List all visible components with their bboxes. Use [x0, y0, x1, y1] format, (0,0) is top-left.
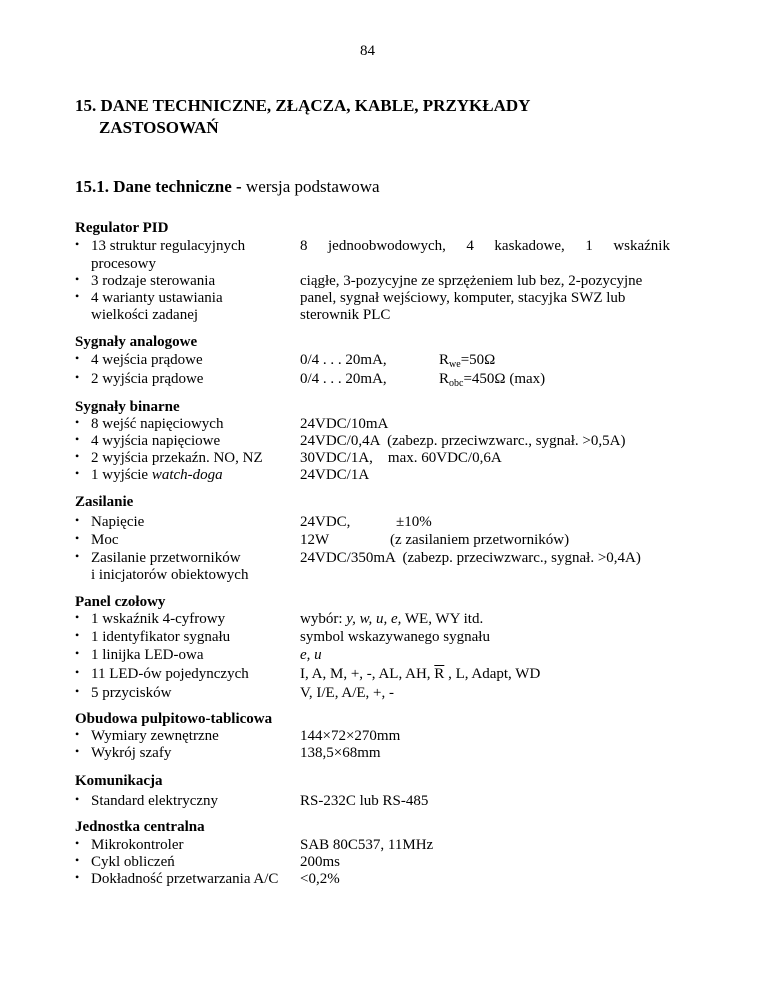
binary-value-3: 30VDC/1A, max. 60VDC/0,6A	[300, 450, 502, 466]
analog-heading: Sygnały analogowe	[75, 334, 198, 350]
panel-value-3: e, u	[300, 647, 322, 663]
analog-resistance-load: $R_{obc}=450\Omega$ (max)	[439, 371, 546, 389]
panel-value-2: symbol wskazywanego sygnału	[300, 629, 490, 645]
page-number: 84	[360, 43, 375, 59]
panel-value-5: V, I/E, A/E, +, -	[300, 685, 395, 701]
analog-value-1: 0/4 . . . 20mA,	[300, 352, 387, 368]
power-value-2: 12W	[300, 532, 330, 548]
power-value-2-note: (z zasilaniem przetworników)	[390, 532, 570, 548]
cpu-heading: Jednostka centralna	[75, 819, 205, 835]
comm-value-1: RS-232C lub RS-485	[300, 793, 429, 809]
chapter-title-line2: ZASTOSOWAŃ	[99, 118, 219, 137]
analog-resistance-in: $R_{we}=50\Omega$	[439, 352, 496, 370]
binary-value-1: 24VDC/10mA	[300, 416, 389, 432]
pid-heading: Regulator PID	[75, 220, 169, 236]
pid-value-1: 8 jednoobwodowych, 4 kaskadowe, 1 wskaźnik	[300, 238, 670, 254]
pid-value-2: ciągłe, 3-pozycyjne ze sprzężeniem lub bez, 2-pozycyjne	[300, 273, 643, 289]
housing-value-2: 138,5×68mm	[300, 745, 381, 761]
section-title	[75, 176, 380, 198]
comm-heading: Komunikacja	[75, 773, 163, 789]
panel-value-4: I, A, M, +, -, AL, AH, $\overline{R}$ , L, Adapt, WD	[300, 666, 541, 682]
power-value-3: 24VDC/350mA (zabezp. przeciwzwarc., sygnał. >0,4A)	[300, 550, 641, 566]
housing-value-1: 144×72×270mm	[300, 728, 401, 744]
power-bullet-3-cont: i inicjatorów obiektowych	[91, 567, 249, 583]
power-value-1: 24VDC,	[300, 514, 351, 530]
pid-value-3-cont: sterownik PLC	[300, 307, 391, 323]
pid-bullet-3-cont: wielkości zadanej	[91, 307, 199, 323]
cpu-value-2: 200ms	[300, 854, 341, 870]
binary-heading: Sygnały binarne	[75, 399, 180, 415]
pid-bullet-1-cont: procesowy	[91, 256, 156, 272]
pid-value-3: panel, sygnał wejściowy, komputer, stacyjka SWZ lub	[300, 290, 626, 306]
cpu-value-1: SAB 80C537, 11MHz	[300, 837, 434, 853]
power-tolerance: ±10%	[396, 514, 432, 530]
panel-heading: Panel czołowy	[75, 594, 166, 610]
cpu-value-3: <0,2%	[300, 871, 340, 887]
panel-value-1: wybór: y, w, u, e, WE, WY itd.	[300, 611, 484, 627]
section-title-bold: 15.1. Dane techniczne -	[75, 177, 242, 196]
analog-value-2: 0/4 . . . 20mA,	[300, 371, 387, 387]
chapter-title-line1: 15. DANE TECHNICZNE, ZŁĄCZA, KABLE, PRZYKŁADY	[75, 96, 531, 115]
housing-heading: Obudowa pulpitowo-tablicowa	[75, 711, 273, 727]
binary-value-2: 24VDC/0,4A (zabezp. przeciwzwarc., sygnał. >0,5A)	[300, 433, 626, 449]
binary-value-4: 24VDC/1A	[300, 467, 370, 483]
power-heading: Zasilanie	[75, 494, 134, 510]
section-title-normal: wersja podstawowa	[241, 177, 380, 196]
